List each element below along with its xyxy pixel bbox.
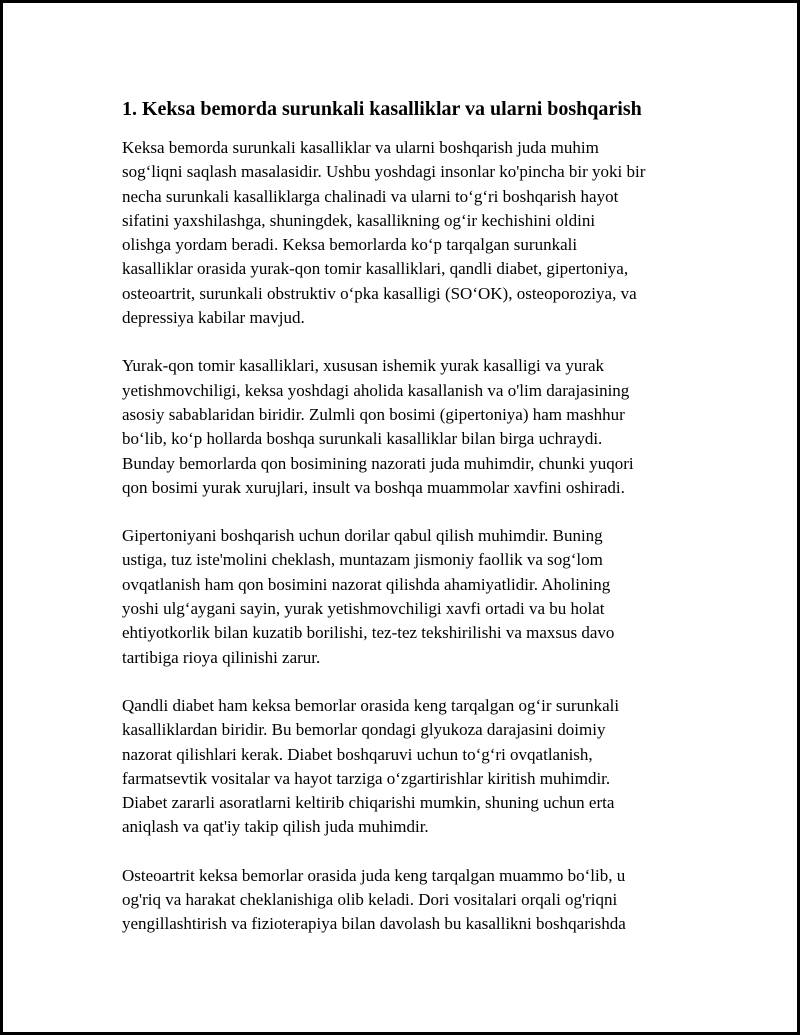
paragraph-line: Qandli diabet ham keksa bemorlar orasida keng tarqalgan og‘ir surunkali [122, 695, 620, 715]
paragraph-line: necha surunkali kasalliklarga chalinadi va ularni to‘g‘ri boshqarish hayot [122, 186, 619, 206]
body-paragraph [122, 354, 722, 500]
body-paragraph [122, 694, 722, 840]
paragraph-line: asosiy sabablaridan biridir. Zulmli qon bosimi (gipertoniya) ham mashhur [122, 404, 625, 424]
paragraph-line: Diabet zararli asoratlarni keltirib chiqarishi mumkin, shuning uchun erta [122, 793, 615, 813]
paragraph-line: olishga yordam beradi. Keksa bemorlarda ko‘p tarqalgan surunkali [122, 235, 578, 255]
paragraph-line: og'riq va harakat cheklanishiga olib keladi. Dori vositalari orqali og'riqni [122, 890, 618, 910]
paragraph-line: ustiga, tuz iste'molini cheklash, muntazam jismoniy faollik va sog‘lom [122, 550, 603, 570]
paragraph-line: depressiya kabilar mavjud. [122, 308, 305, 328]
paragraph-line: Bunday bemorlarda qon bosimining nazorati juda muhimdir, chunki yuqori [122, 453, 634, 473]
paragraph-line: kasalliklardan biridir. Bu bemorlar qondagi glyukoza darajasini doimiy [122, 720, 606, 740]
paragraph-line: tartibiga rioya qilinishi zarur. [122, 647, 321, 667]
body-paragraph [122, 864, 722, 937]
paragraph-line: ehtiyotkorlik bilan kuzatib borilishi, tez-tez tekshirilishi va maxsus davo [122, 623, 615, 643]
section-heading: 1. Keksa bemorda surunkali kasalliklar va ularni boshqarish [122, 98, 642, 120]
paragraph-line: sog‘liqni saqlash masalasidir. Ushbu yoshdagi insonlar ko'pincha bir yoki bir [122, 162, 646, 182]
paragraph-line: Keksa bemorda surunkali kasalliklar va ularni boshqarish juda muhim [122, 138, 599, 157]
paragraph-line: yengillashtirish va fizioterapiya bilan davolash bu kasallikni boshqarishda [122, 914, 626, 934]
body-paragraph [122, 136, 722, 330]
paragraph-line: yoshi ulg‘aygani sayin, yurak yetishmovchiligi xavfi ortadi va bu holat [122, 599, 605, 619]
body-paragraph [122, 524, 722, 670]
paragraph-line: farmatsevtik vositalar va hayot tarziga o‘zgartirishlar kiritish muhimdir. [122, 768, 611, 788]
paragraph-line: aniqlash va qat'iy takip qilish juda muhimdir. [122, 817, 429, 837]
paragraph-line: yetishmovchiligi, keksa yoshdagi aholida kasallanish va o'lim darajasining [122, 380, 630, 400]
paragraph-line: Gipertoniyani boshqarish uchun dorilar qabul qilish muhimdir. Buning [122, 526, 603, 546]
paragraph-line: bo‘lib, ko‘p hollarda boshqa surunkali kasalliklar bilan birga uchraydi. [122, 429, 603, 449]
paragraph-line: sifatini yaxshilashga, shuningdek, kasallikning og‘ir kechishini oldini [122, 210, 596, 230]
paragraph-line: qon bosimi yurak xurujlari, insult va boshqa muammolar xavfini oshiradi. [122, 477, 625, 497]
paragraph-line: ovqatlanish ham qon bosimini nazorat qilishda ahamiyatlidir. Aholining [122, 574, 611, 594]
paragraphs-container [122, 136, 722, 937]
document-content [122, 96, 722, 961]
paragraph-line: osteoartrit, surunkali obstruktiv o‘pka kasalligi (SO‘OK), osteoporoziya, va [122, 283, 637, 303]
paragraph-line: Osteoartrit keksa bemorlar orasida juda keng tarqalgan muammo bo‘lib, u [122, 865, 626, 885]
paragraph-line: Yurak-qon tomir kasalliklari, xususan ishemik yurak kasalligi va yurak [122, 356, 605, 376]
paragraph-line: kasalliklar orasida yurak-qon tomir kasalliklari, qandli diabet, gipertoniya, [122, 259, 629, 279]
paragraph-line: nazorat qilishlari kerak. Diabet boshqaruvi uchun to‘g‘ri ovqatlanish, [122, 744, 593, 764]
